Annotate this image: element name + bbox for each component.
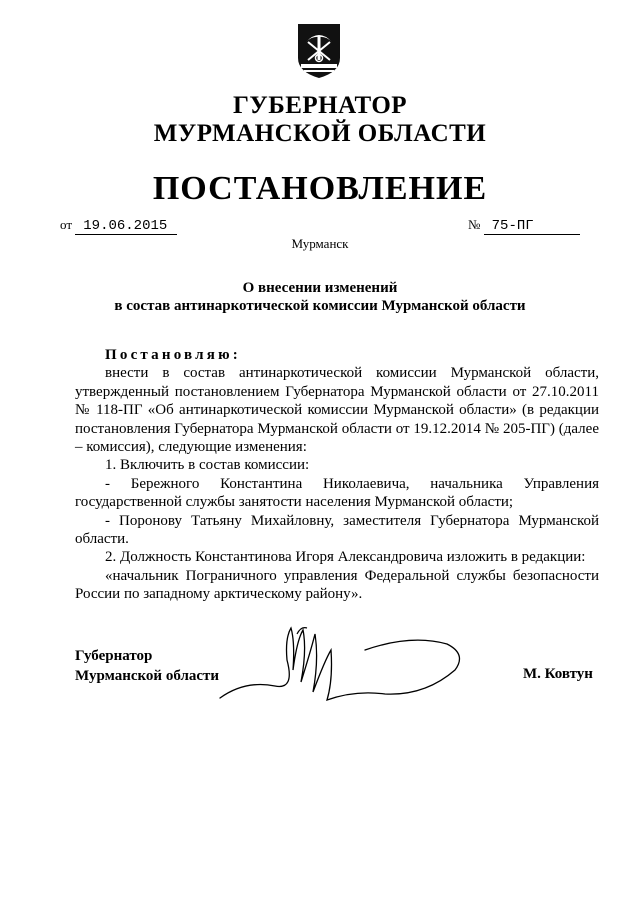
date-value: 19.06.2015 xyxy=(75,219,177,235)
document-subject xyxy=(0,279,640,315)
body-paragraph-5: 2. Должность Константинова Игоря Александровича изложить в редакции: xyxy=(105,549,586,566)
body-paragraph-3: - Бережного Константина Николаевича, начальника Управления государственной службы занятости населения Мурманской области; xyxy=(75,475,599,511)
date-field xyxy=(60,217,177,235)
body-paragraph-2: 1. Включить в состав комиссии: xyxy=(105,457,310,474)
decree-word: Постановляю: xyxy=(105,347,241,363)
body-paragraph-6: «начальник Пограничного управления Федеральной службы безопасности России по западному арктическому району». xyxy=(75,567,599,603)
handwritten-signature xyxy=(215,620,465,710)
signatory-position xyxy=(75,646,219,686)
signatory-position-line1: Губернатор xyxy=(75,648,153,664)
body-paragraph-1: внести в состав антинаркотической комиссии Мурманской области, утвержденный постановлением Губернатора Мурманской области от 27.10.2011 № 118-ПГ «Об антинаркотической комиссии Мурманской области» (в редакции постановления Губернатора Мурманской области от 19.12.2014 № 205-ПГ) (далее – комиссия), следующие изменения: xyxy=(75,365,599,456)
issuer-title-line2: МУРМАНСКОЙ ОБЛАСТИ xyxy=(153,120,487,147)
number-field xyxy=(468,217,580,235)
body-paragraph-4: - Поронову Татьяну Михайловну, заместителя Губернатора Мурманской области. xyxy=(75,512,599,548)
date-prefix: от xyxy=(60,217,73,232)
city-label: Мурманск xyxy=(291,236,349,251)
subject-line1: О внесении изменений xyxy=(242,280,398,296)
coat-of-arms-icon xyxy=(296,22,342,80)
document-type-title: ПОСТАНОВЛЕНИЕ xyxy=(152,170,488,207)
document-body xyxy=(75,346,599,604)
subject-line2: в состав антинаркотической комиссии Мурманской области xyxy=(114,298,526,314)
number-value: 75-ПГ xyxy=(484,219,580,235)
signatory-position-line2: Мурманской области xyxy=(75,668,220,684)
number-prefix: № xyxy=(468,217,481,232)
issuer-title-line1: ГУБЕРНАТОР xyxy=(232,92,408,119)
signatory-name: М. Ковтун xyxy=(523,666,593,682)
